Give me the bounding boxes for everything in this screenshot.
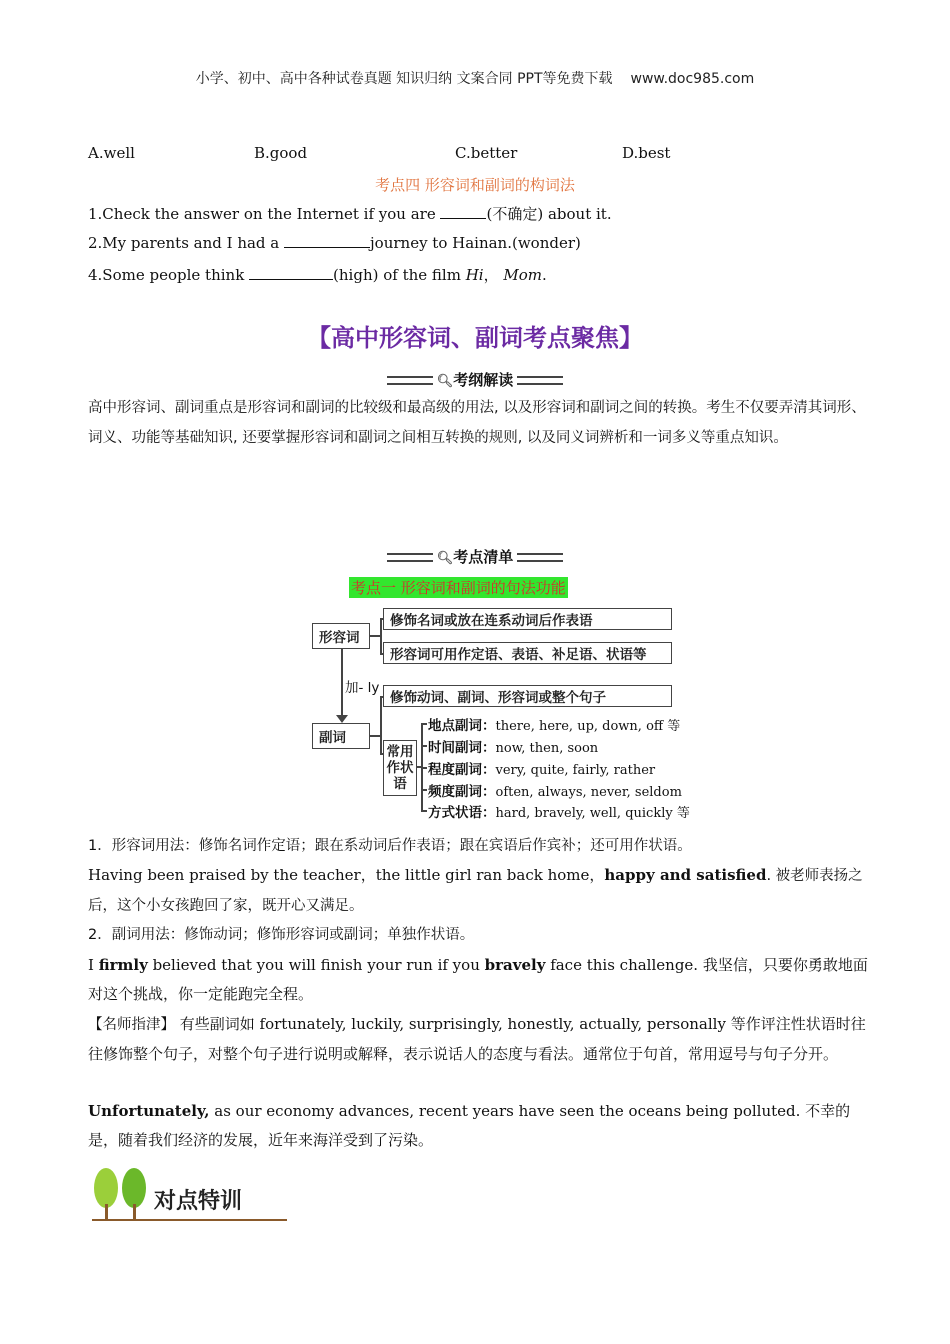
divider-syllabus: 🔍︎考纲解读 — [0, 369, 950, 390]
magnifier-icon: 🔍︎ — [436, 374, 454, 389]
answer-blank-4[interactable] — [249, 265, 333, 280]
question-1: 1.Check the answer on the Internet if you are (不确定) about it. — [88, 205, 612, 223]
adj-box: 形容词 — [312, 623, 370, 649]
kaodian1-heading: 考点一 形容词和副词的句法功能 — [351, 579, 566, 597]
point-2: 2．副词用法：修饰动词；修饰形容词或副词；单独作状语。 — [88, 927, 475, 943]
page-header — [0, 68, 950, 88]
example-2: I firmly believed that you will finish your run if you bravely face this challenge. 我坚信，只要你勇敢地面对这个挑战，你一定能跑完全程。 — [88, 956, 868, 1003]
ly-label: 加- ly — [345, 680, 380, 696]
question-4: 4.Some people think (high) of the film Hi， Mom. — [88, 266, 547, 284]
adv-type-frequency: 频度副词：often, always, never, seldom — [428, 784, 682, 800]
training-banner — [92, 1166, 292, 1226]
choice-b: B.good — [254, 144, 308, 162]
divider-checklist: 🔍︎考点清单 — [0, 546, 950, 567]
magnifier-icon: 🔍︎ — [436, 551, 454, 566]
adv-type-time: 时间副词：now, then, soon — [428, 740, 599, 756]
example-1: Having been praised by the teacher，the little girl ran back home，happy and satisfied. 被老师表扬之后，这个小女孩跑回了家，既开心又满足。 — [88, 866, 863, 914]
header-url[interactable]: www.doc985.com — [630, 71, 755, 87]
question-2: 2.My parents and I had a journey to Hainan.(wonder) — [88, 234, 581, 252]
adv-box: 副词 — [312, 723, 370, 749]
adv-type-manner: 方式状语：hard, bravely, well, quickly 等 — [428, 805, 690, 821]
adv-type-place: 地点副词：there, here, up, down, off 等 — [428, 718, 681, 734]
training-title: 对点特训 — [154, 1189, 243, 1214]
teacher-tip: 【名师指津】 有些副词如 fortunately, luckily, surprisingly, honestly, actually, personally 等作评注性状语时往往修饰整个句子，对整个句子进行说明或解释，表示说话人的态度与看法。通常位于句首，常用逗号与句子分开。 — [88, 1015, 866, 1063]
choice-c: C.better — [455, 144, 518, 162]
common-box: 常用作状语 — [383, 740, 417, 796]
example-3: Unfortunately, as our economy advances, recent years have seen the oceans being polluted. 不幸的是，随着我们经济的发展，近年来海洋受到了污染。 — [88, 1102, 851, 1149]
arrow-down-icon — [336, 715, 348, 723]
answer-blank-2[interactable] — [284, 233, 370, 248]
point-1: 1．形容词用法：修饰名词作定语；跟在系动词后作表语；跟在宾语后作宾补；还可用作状语。 — [88, 838, 692, 854]
kaodian4-heading: 考点四 形容词和副词的构词法 — [375, 176, 575, 194]
answer-blank-1[interactable] — [440, 204, 486, 219]
adv-use-1: 修饰动词、副词、形容词或整个句子 — [383, 685, 672, 707]
adv-type-degree: 程度副词：very, quite, fairly, rather — [428, 762, 656, 778]
header-text: 小学、初中、高中各种试卷真题 知识归纳 文案合同 PPT等免费下载 — [195, 71, 613, 87]
choice-a: A.well — [88, 144, 135, 162]
intro-paragraph: 高中形容词、副词重点是形容词和副词的比较级和最高级的用法, 以及形容词和副词之间的转换。考生不仅要弄清其词形、词义、功能等基础知识, 还要掌握形容词和副词之间相互转换的规则, 以及同义词辨析和一词多义等重点知识。 — [88, 400, 866, 446]
choice-d: D.best — [622, 144, 671, 162]
adj-use-1: 修饰名词或放在连系动词后作表语 — [383, 608, 672, 630]
section-title: 【高中形容词、副词考点聚焦】 — [307, 324, 643, 352]
adj-use-2: 形容词可用作定语、表语、补足语、状语等 — [383, 642, 672, 664]
